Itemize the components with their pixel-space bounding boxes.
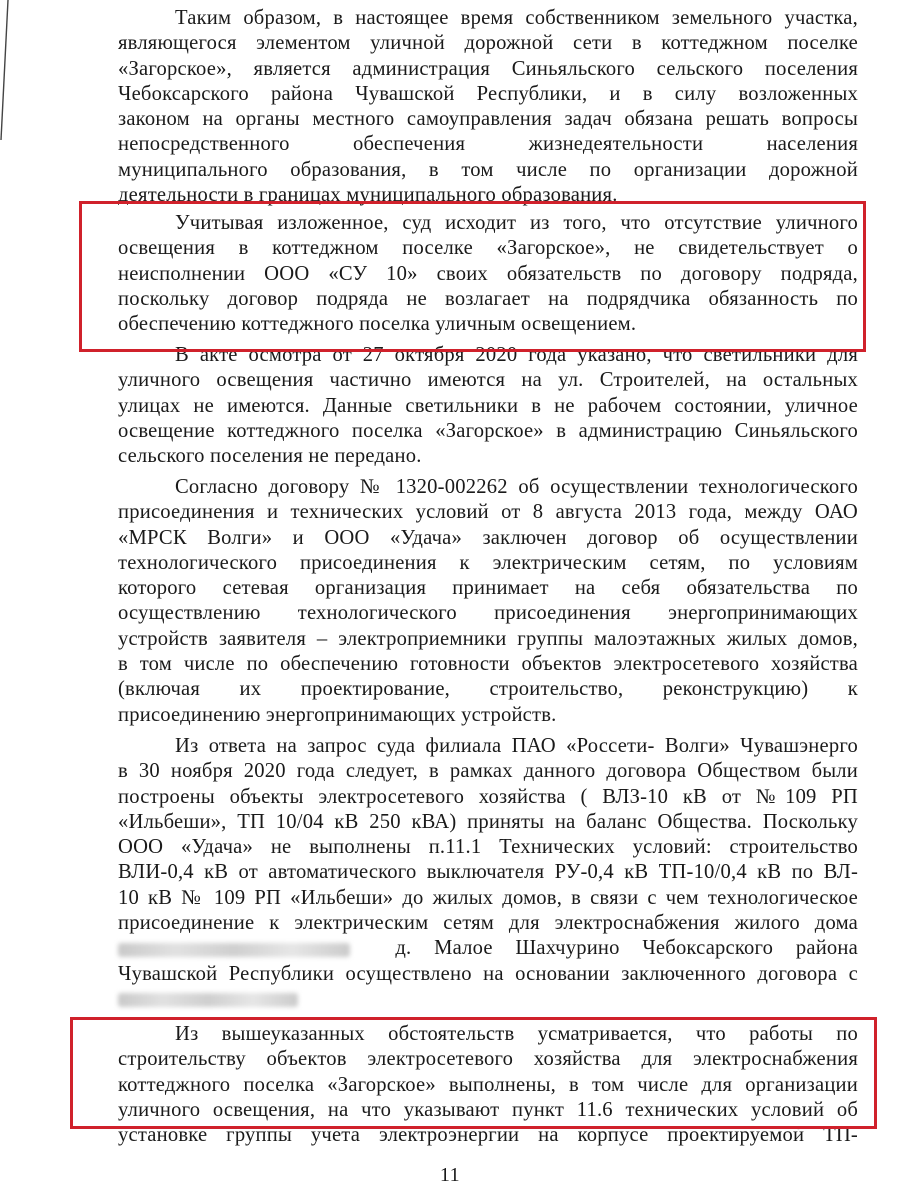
text-line: которого сетевая организация принимает на себя обязательства по: [118, 577, 858, 600]
paragraph-inspection-act: [118, 343, 858, 469]
paragraph-contract: [118, 475, 858, 728]
text-line: Из вышеуказанных обстоятельств усматривается, что работы по: [175, 1023, 858, 1045]
text-line: Таким образом, в настоящее время собственником земельного участка,: [175, 7, 858, 29]
text-line: технологического присоединения к электрическим сетям, по условиям: [118, 551, 858, 574]
text-line: Чебоксарского района Чувашской Республики, и в силу возложенных: [118, 82, 858, 105]
text-line: Из ответа на запрос суда филиала ПАО «Россети- Волги» Чувашэнерго: [175, 735, 858, 757]
text-line: уличного освещения частично имеются на ул. Строителей, на остальных: [118, 369, 858, 392]
text-line: строительству объектов электросетевого хозяйства для электроснабжения: [118, 1048, 858, 1071]
highlight-box-works-completed: [70, 1017, 877, 1129]
text-line: законом на органы местного самоуправления задач обязана решать вопросы: [118, 108, 858, 131]
text-line: «МРСК Волги» и ООО «Удача» заключен договор об осуществлении: [118, 526, 858, 549]
text-line: сельского поселения не передано.: [118, 445, 422, 468]
text-line: деятельности в границах муниципального образования.: [118, 184, 618, 207]
text-line: Согласно договору № 1320-002262 об осуществлении технологического: [175, 476, 858, 498]
text-line: освещение коттеджного поселка «Загорское» в администрацию Синьяльского: [118, 419, 858, 442]
text-line: поскольку договор подряда не возлагает на подрядчика обязанность по: [118, 287, 858, 310]
highlight-box-court-conclusion: [79, 201, 866, 352]
text-line: «Ильбеши», ТП 10/04 кВ 250 кВА) приняты на баланс Общества. Поскольку: [118, 810, 858, 833]
text-line: в 30 ноября 2020 года следует, в рамках данного договора Обществом были: [118, 760, 858, 783]
text-line: непосредственного обеспечения жизнедеятельности населения: [118, 133, 858, 156]
text-line: построены объекты электросетевого хозяйства ( ВЛЗ-10 кВ от №109 РП: [118, 785, 858, 808]
text-line-tail: д. Малое Шахчурино Чебоксарского района: [395, 937, 858, 960]
text-line: осуществлению технологического присоединения энергопринимающих: [118, 602, 858, 625]
page-number: 11: [439, 1164, 461, 1186]
text-line: присоединению энергопринимающих устройств.: [118, 703, 557, 726]
text-line: муниципального образования, в том числе по организации дорожной: [118, 158, 858, 181]
scan-edge-mark: [0, 0, 8, 150]
text-line: улицах не имеются. Данные светильники в не рабочем состоянии, уличное: [118, 394, 858, 417]
text-line: ВЛИ-0,4 кВ от автоматического выключателя РУ-0,4 кВ ТП-10/0,4 кВ по ВЛ-: [118, 861, 858, 884]
text-line: освещения в коттеджном поселке «Загорское», не свидетельствует о: [118, 237, 858, 260]
text-line: уличного освещения, на что указывают пункт 11.6 технических условий об: [118, 1098, 858, 1121]
text-line: присоединение к электрическим сетям для электроснабжения жилого дома: [118, 912, 858, 935]
paragraph-rosseti-answer: [118, 734, 858, 1012]
text-line-redacted: [118, 987, 858, 1012]
text-line: Чувашской Республики осуществлено на основании заключенного договора с: [118, 962, 858, 985]
text-line: коттеджного поселка «Загорское» выполнены, в том числе для организации: [118, 1073, 858, 1096]
text-line: «Загорское», является администрация Синьяльского сельского поселения: [118, 57, 858, 80]
text-line: в том числе по обеспечению готовности объектов электросетевого хозяйства: [118, 653, 858, 676]
paragraph-land-owner: [118, 6, 858, 208]
text-line: являющегося элементом уличной дорожной сети в коттеджном поселке: [118, 32, 858, 55]
text-line: 10 кВ № 109 РП «Ильбеши» до жилых домов, в связи с чем технологическое: [118, 886, 858, 909]
text-line: (включая их проектирование, строительство, реконструкцию) к: [118, 678, 858, 701]
text-line: ООО «Удача» не выполнены п.11.1 Технических условий: строительство: [118, 836, 858, 859]
text-line: Учитывая изложенное, суд исходит из того, что отсутствие уличного: [175, 212, 858, 234]
text-line: установке группы учета электроэнергии на корпусе проектируемой ТП-: [118, 1124, 858, 1147]
text-line: неисполнении ООО «СУ 10» своих обязательств по договору подряда,: [118, 262, 858, 285]
text-line: устройств заявителя – электроприемники группы малоэтажных жилых домов,: [118, 627, 858, 650]
text-line: присоединения и технических условий от 8 августа 2013 года, между ОАО: [118, 501, 858, 524]
text-line: обеспечению коттеджного поселка уличным освещением.: [118, 313, 637, 336]
text-line: В акте осмотра от 27 октября 2020 года указано, что светильники для: [175, 344, 858, 366]
text-line-redacted: [118, 936, 858, 961]
redacted-contract: [118, 993, 298, 1007]
redacted-name: [118, 943, 350, 957]
